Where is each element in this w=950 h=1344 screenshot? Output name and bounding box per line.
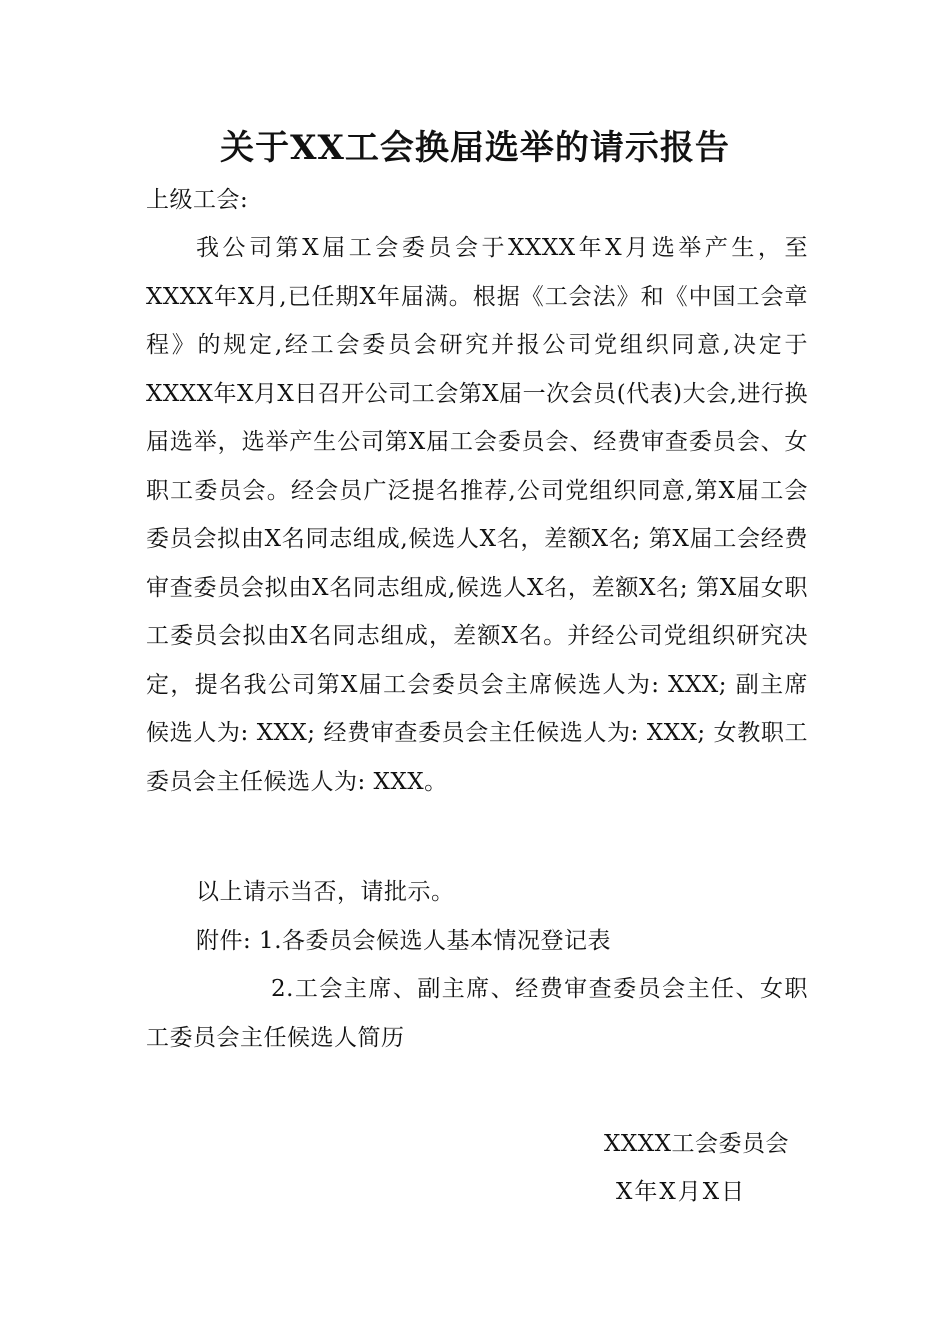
attachment-2: 2.工会主席、副主席、经费审查委员会主任、女职工委员会主任候选人简历 (146, 976, 808, 1051)
signature-organization: XXXX工会委员会 (604, 1131, 789, 1157)
body-paragraph: 我公司第X届工会委员会于XXXX年X月选举产生，至XXXX年X月,已任期X年届满。根据《工会法》和《中国工会章程》的规定,经工会委员会研究并报公司党组织同意,决定于XXXX年X月X日召开公司工会第X届一次会员(代表)大会,进行换届选举，选举产生公司第X届工会委员会、经费审查委员会、女职工委员会。经会员广泛提名推荐,公司党组织同意,第X届工会委员会拟由X名同志组成,候选人X名，差额X名; 第X届工会经费审查委员会拟由X名同志组成,候选人X名，差额X名; 第X届女职工委员会拟由X名同志组成，差额X名。并经公司党组织研究决定，提名我公司第X届工会委员会主席候选人为: XXX; 副主席候选人为: XXX; 经费审查委员会主任候选人为: XXX; 女教职工委员会主任候选人为: XXX。 (146, 235, 808, 795)
document-title: 关于XX工会换届选举的请示报告 (220, 128, 730, 168)
salutation: 上级工会: (146, 187, 249, 213)
closing-line: 以上请示当否，请批示。 (196, 879, 455, 905)
signature-date: X年X月X日 (616, 1179, 747, 1205)
attachment-1: 附件: 1.各委员会候选人基本情况登记表 (196, 928, 612, 954)
